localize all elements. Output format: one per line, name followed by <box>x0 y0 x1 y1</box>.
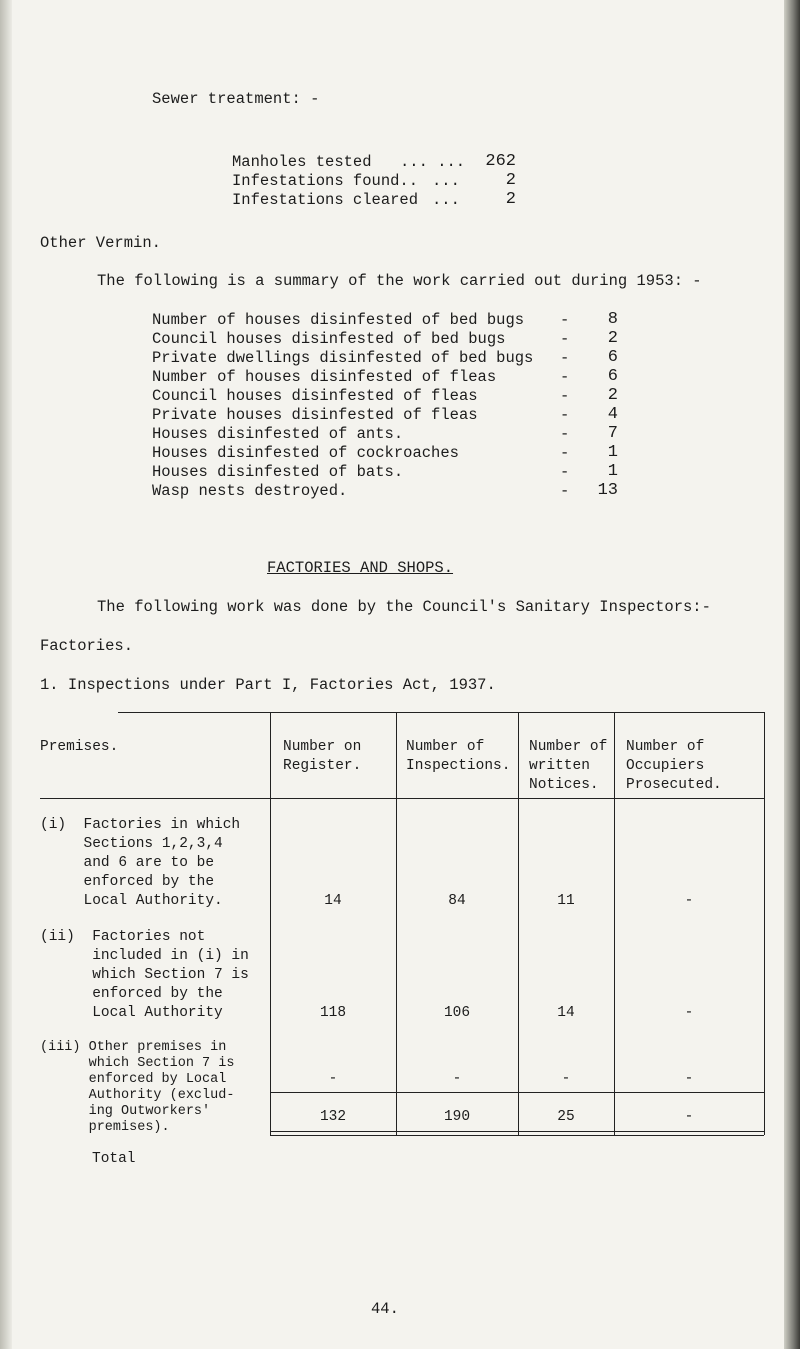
row-label-line: (i) Factories in which <box>40 817 241 833</box>
vermin-row-label: Houses disinfested of bats. <box>152 463 404 481</box>
table-total-rule <box>270 1092 764 1093</box>
vermin-row-dash: - <box>560 368 570 386</box>
page-number: 44. <box>371 1300 399 1318</box>
vermin-row-label: Council houses disinfested of bed bugs <box>152 330 506 348</box>
sewer-row-dots: ... <box>432 191 460 209</box>
vermin-row-value: 4 <box>607 405 618 424</box>
vermin-row-label: Private houses disinfested of fleas <box>152 406 478 424</box>
row-label-line: Sections 1,2,3,4 <box>40 836 223 852</box>
row-label-line: premises). <box>40 1120 170 1135</box>
row-label-line: and 6 are to be <box>40 855 215 871</box>
header-register-line: Register. <box>283 758 362 774</box>
vermin-row-dash: - <box>560 406 570 424</box>
row-label-line: enforced by the <box>40 874 215 890</box>
row-label-line: included in (i) in <box>40 948 249 964</box>
factories-subheading: Factories. <box>40 637 134 655</box>
vermin-row-value: 7 <box>607 424 618 443</box>
table-header-rule <box>40 798 764 799</box>
header-register-line: Number on <box>283 739 362 755</box>
vermin-row-dash: - <box>560 311 570 329</box>
cell-inspections: 106 <box>443 1005 471 1021</box>
table-bottom-rule <box>270 1131 764 1132</box>
scan-right-edge <box>784 0 800 1349</box>
row-label-line: (iii) Other premises in <box>40 1040 227 1055</box>
vermin-row-dash: - <box>560 349 570 367</box>
header-inspections-line: Number of <box>406 739 485 755</box>
cell-notices: - <box>561 1071 571 1087</box>
cell-inspections: - <box>452 1071 462 1087</box>
factories-shops-title: FACTORIES AND SHOPS. <box>267 559 454 577</box>
table-top-rule <box>118 712 764 713</box>
total-notices: 25 <box>557 1109 575 1125</box>
cell-inspections: 84 <box>448 893 466 909</box>
factories-shops-intro: The following work was done by the Council's Sanitary Inspectors:- <box>97 598 711 616</box>
sewer-row-dots: ... ... <box>400 153 466 171</box>
vermin-row-dash: - <box>560 482 570 500</box>
header-prosecuted-line: Occupiers <box>626 758 705 774</box>
row-label-line: enforced by the <box>40 986 223 1002</box>
cell-register: 118 <box>319 1005 347 1021</box>
sewer-heading: Sewer treatment: - <box>152 90 320 108</box>
total-prosecuted: - <box>684 1109 694 1125</box>
header-inspections-line: Inspections. <box>406 758 511 774</box>
section-heading: 1. Inspections under Part I, Factories Act, 1937. <box>40 676 496 694</box>
header-prosecuted-line: Number of <box>626 739 705 755</box>
row-label-line: which Section 7 is <box>40 967 249 983</box>
vermin-row-value: 13 <box>597 481 618 500</box>
total-label: Total <box>92 1151 136 1167</box>
vermin-row-value: 6 <box>607 348 618 367</box>
row-label-line: Local Authority. <box>40 893 223 909</box>
row-label-line: enforced by Local <box>40 1072 227 1087</box>
vermin-row-dash: - <box>560 463 570 481</box>
vermin-row-dash: - <box>560 425 570 443</box>
cell-notices: 14 <box>557 1005 575 1021</box>
row-label-line: which Section 7 is <box>40 1056 235 1071</box>
vermin-row-value: 2 <box>607 329 618 348</box>
vermin-row-dash: - <box>560 444 570 462</box>
vermin-row-value: 8 <box>607 310 618 329</box>
cell-prosecuted: - <box>684 1071 694 1087</box>
vermin-row-label: Number of houses disinfested of bed bugs <box>152 311 525 329</box>
vermin-heading: Other Vermin. <box>40 234 161 252</box>
vermin-row-label: Council houses disinfested of fleas <box>152 387 478 405</box>
row-label-line: Local Authority <box>40 1005 223 1021</box>
sewer-row-label: Infestations found.. <box>232 172 419 190</box>
vermin-row-label: Houses disinfested of ants. <box>152 425 404 443</box>
table-bottom-double-rule <box>270 1135 764 1136</box>
cell-prosecuted: - <box>684 1005 694 1021</box>
vermin-row-value: 2 <box>607 386 618 405</box>
header-prosecuted-line: Prosecuted. <box>626 777 722 793</box>
header-notices-line: Notices. <box>529 777 599 793</box>
sewer-row-dots: ... <box>432 172 460 190</box>
cell-register: - <box>328 1071 338 1087</box>
vermin-row-value: 1 <box>607 462 618 481</box>
column-rule <box>764 712 765 1135</box>
vermin-intro: The following is a summary of the work carried out during 1953: - <box>97 272 702 290</box>
sewer-row-label: Infestations cleared <box>232 191 419 209</box>
vermin-row-dash: - <box>560 387 570 405</box>
header-notices-line: Number of <box>529 739 608 755</box>
total-inspections: 190 <box>443 1109 471 1125</box>
sewer-row-value: 262 <box>485 152 516 171</box>
cell-notices: 11 <box>557 893 575 909</box>
vermin-row-label: Wasp nests destroyed. <box>152 482 348 500</box>
cell-prosecuted: - <box>684 893 694 909</box>
header-notices-line: written <box>529 758 590 774</box>
row-label-line: Authority (exclud- <box>40 1088 235 1103</box>
vermin-row-value: 1 <box>607 443 618 462</box>
scan-left-edge <box>0 0 12 1349</box>
total-register: 132 <box>319 1109 347 1125</box>
vermin-row-value: 6 <box>607 367 618 386</box>
vermin-row-dash: - <box>560 330 570 348</box>
vermin-row-label: Number of houses disinfested of fleas <box>152 368 497 386</box>
sewer-row-value: 2 <box>505 171 516 190</box>
row-label-line: ing Outworkers' <box>40 1104 211 1119</box>
sewer-row-label: Manholes tested <box>232 153 372 171</box>
vermin-row-label: Private dwellings disinfested of bed bugs <box>152 349 534 367</box>
sewer-row-value: 2 <box>505 190 516 209</box>
row-label-line: (ii) Factories not <box>40 929 206 945</box>
header-premises: Premises. <box>40 739 119 755</box>
cell-register: 14 <box>324 893 342 909</box>
vermin-row-label: Houses disinfested of cockroaches <box>152 444 459 462</box>
